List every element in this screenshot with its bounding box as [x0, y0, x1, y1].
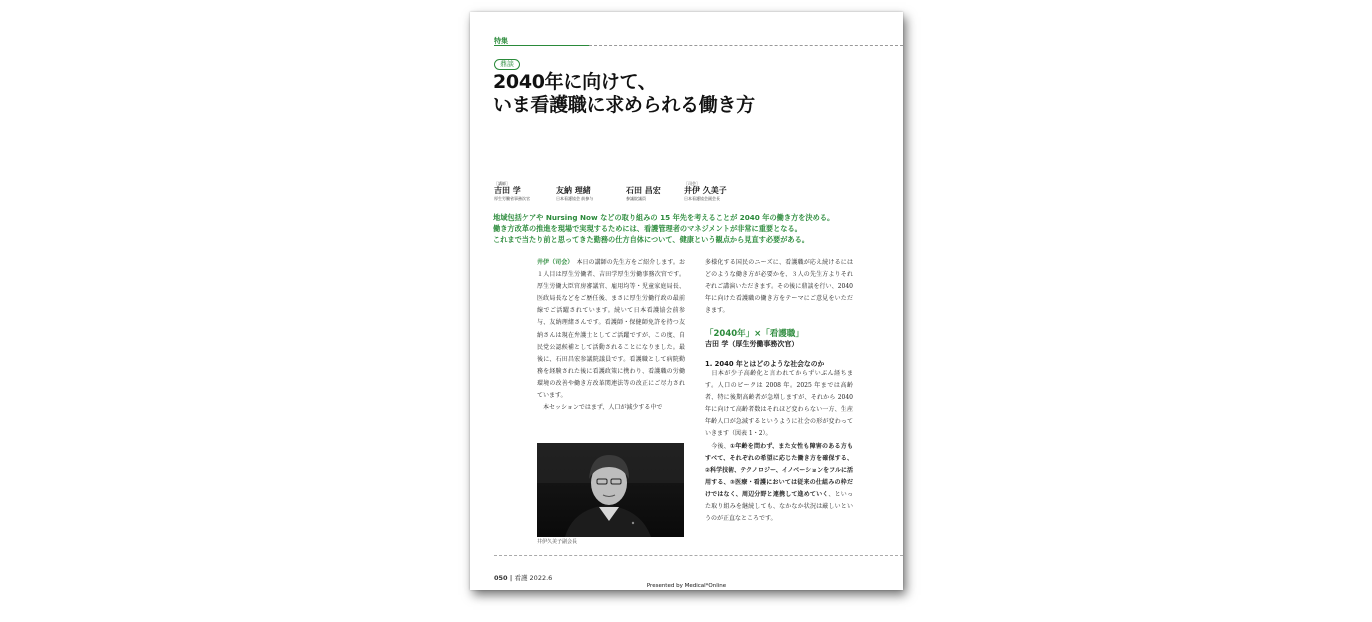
speaker-name: 石田 昌宏 [626, 186, 661, 195]
title-line-1: 2040年に向けて、 [493, 71, 657, 93]
question-heading: 1. 2040 年とはどのような社会なのか [705, 360, 825, 368]
paragraph: 多様化する国民のニーズに、看護職が応え続けるにはどのような働き方が必要かを、３人の先生方よりそれぞれご講演いただきます。その後に鼎談を行い、2040 年に向けた看護職の働き方をテーマにご意見をいただきます。 [705, 259, 853, 315]
speaker-name: 吉田 学 [494, 186, 521, 195]
body-column-2-bottom [705, 368, 853, 525]
lead-line: これまで当たり前と思ってきた勤務の仕方自体について、健康という観点から見直す必要がある。 [493, 235, 809, 244]
subsection-heading: 「2040年」×「看護職」 [705, 329, 804, 339]
page-footer: 050 | 看護 2022.6 [494, 574, 553, 582]
journal-issue: 看護 2022.6 [514, 574, 553, 582]
speaker-role: ［講師］ [494, 181, 510, 186]
speaker-role: ［司会］ [684, 181, 700, 186]
speaker-1 [494, 181, 530, 202]
emphasis-text: ①年齢を問わず、また女性も障害のある方もすべて、それぞれの希望に応じた働き方を確保する、②科学技術、テクノロジー、イノベーションをフルに活用する、③医療・看護においては従来の仕組みの枠だけではなく、周辺分野と連携して進めていく [705, 442, 853, 498]
page-number: 050 [494, 574, 508, 582]
photo-caption: 井伊久美子副会長 [537, 539, 578, 545]
speaker-3 [626, 181, 661, 202]
presented-by: Presented by Medical*Online [646, 583, 727, 589]
paragraph [705, 441, 853, 526]
speaker-tag: 井伊（司会） [537, 259, 571, 266]
paragraph-text: 、といった取り組みを継続しても、なかなか状況は厳しいというのが正直なところです。 [705, 490, 853, 523]
body-column-2-top [705, 257, 853, 317]
magazine-page [470, 12, 903, 590]
section-rule [494, 45, 589, 46]
footer-divider [494, 555, 903, 556]
portrait-image [537, 443, 684, 537]
lead-line: 働き方改革の推進を現場で実現するためには、看護管理者のマネジメントが非常に重要となる。 [493, 224, 802, 233]
body-column-1 [537, 257, 685, 414]
intro-paragraph [537, 257, 685, 402]
subsection-speaker: 吉田 学（厚生労働事務次官） [705, 340, 799, 348]
paragraph-text: 日本が少子高齢化と言われてからずいぶん経ちます。人口のピークは 2008 年。2025 年までは高齢者、特に後期高齢者が急増しますが、それから 2040 年に向けて高齢者数はそれほど変わらない一方、生産年齢人口が急減するというように社会の形が変わっていきます（図表 1・2）。 [705, 370, 853, 438]
speaker-affiliation: 参議院議員 [626, 196, 646, 201]
header-divider [589, 45, 903, 46]
paragraph-text: 本日の講師の先生方をご紹介します。お１人目は厚生労働者、吉田学厚生労働事務次官です。厚生労働大臣官房審議官、雇用均等・児童家庭局長、医政局長などをご歴任後、まさに厚生労働行政の最前線でご活躍されています。続いて日本看護協会前参与、友納理緒さんです。看護師・保健師免許を持つ友納さんは現在弁護士としてご活躍ですが、この度、自民党公認候補として活動されることになりました。最後に、石田昌宏参議院議員です。看護職として病院勤務を経験された後に看護政策に携わり、看護職の労働環境の改善や働き方改革関連法等の改正にご尽力されています。 [537, 259, 685, 400]
speaker-affiliation: 日本看護協会副会長 [684, 196, 720, 201]
lead-summary [493, 212, 893, 245]
speaker-2 [556, 181, 593, 202]
section-label: 特集 [494, 37, 508, 45]
paragraph-text: 本セッションではまず、人口が減少する中で [543, 404, 663, 412]
title-line-2: いま看護職に求められる働き方 [493, 94, 755, 116]
paragraph [537, 402, 685, 414]
speaker-name: 井伊 久美子 [684, 186, 727, 195]
article-title [493, 71, 755, 117]
paragraph-text: 今後、 [711, 442, 730, 450]
speaker-4 [684, 181, 727, 202]
speaker-affiliation: 日本看護協会 前参与 [556, 196, 594, 201]
speaker-affiliation: 厚生労働省事務次官 [494, 196, 530, 201]
speaker-photo [537, 443, 684, 537]
article-type-badge: 鼎談 [494, 59, 520, 70]
speaker-name: 友納 理緒 [556, 186, 591, 195]
paragraph [705, 368, 853, 441]
lead-line: 地域包括ケアや Nursing Now などの取り組みの 15 年先を考えることが 2040 年の働き方を決める。 [493, 213, 835, 222]
